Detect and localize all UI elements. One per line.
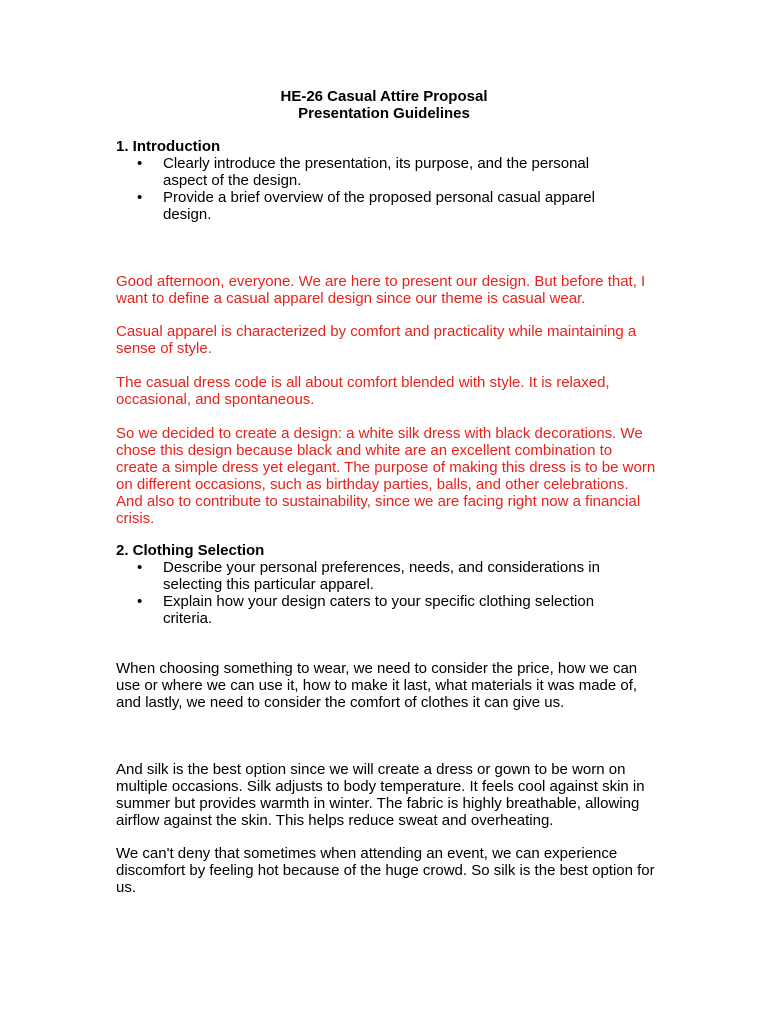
introduction-bullet-list xyxy=(137,155,637,223)
list-item xyxy=(137,559,637,593)
list-item xyxy=(137,593,637,627)
red-paragraph: So we decided to create a design: a white silk dress with black decorations. We chose this design because black and white are an excellent combination to create a simple dress yet elegant. The purpose of making this dress is to be worn on different occasions, such as birthday parties, balls, and other celebrations. And also to contribute to sustainability, since we are facing right now a financial crisis. xyxy=(116,425,656,527)
bullet-text: Clearly introduce the presentation, its purpose, and the personal aspect of the design. xyxy=(163,155,590,189)
bullet-icon: • xyxy=(137,593,143,610)
list-item xyxy=(137,189,637,223)
section-heading-clothing-selection: 2. Clothing Selection xyxy=(116,542,265,559)
body-paragraph: When choosing something to wear, we need to consider the price, how we can use or where we can use it, how to make it last, what materials it was made of, and lastly, we need to consider the comfort of clothes it can give us. xyxy=(116,660,638,711)
body-paragraph: We can't deny that sometimes when attending an event, we can experience discomfort by feeling hot because of the huge crowd. So silk is the best option for us. xyxy=(116,845,655,896)
document-title: HE-26 Casual Attire Proposal xyxy=(280,88,488,105)
document-subtitle: Presentation Guidelines xyxy=(298,105,470,122)
bullet-icon: • xyxy=(137,189,143,206)
bullet-icon: • xyxy=(137,155,143,172)
body-paragraph: And silk is the best option since we will create a dress or gown to be worn on multiple occasions. Silk adjusts to body temperature. It feels cool against skin in summer but provides warmth in winter. The fabric is highly breathable, allowing airflow against the skin. This helps reduce sweat and overheating. xyxy=(116,761,645,829)
bullet-icon: • xyxy=(137,559,143,576)
clothing-selection-bullet-list xyxy=(137,559,637,627)
list-item xyxy=(137,155,637,189)
red-paragraph: Good afternoon, everyone. We are here to present our design. But before that, I want to define a casual apparel design since our theme is casual wear. xyxy=(116,273,646,307)
bullet-text: Explain how your design caters to your specific clothing selection criteria. xyxy=(163,593,595,627)
bullet-text: Describe your personal preferences, needs, and considerations in selecting this particular apparel. xyxy=(163,559,600,593)
red-paragraph: The casual dress code is all about comfort blended with style. It is relaxed, occasional, and spontaneous. xyxy=(116,374,610,408)
bullet-text: Provide a brief overview of the proposed personal casual apparel design. xyxy=(163,189,595,223)
red-paragraph: Casual apparel is characterized by comfort and practicality while maintaining a sense of style. xyxy=(116,323,637,357)
section-heading-introduction: 1. Introduction xyxy=(116,138,221,155)
